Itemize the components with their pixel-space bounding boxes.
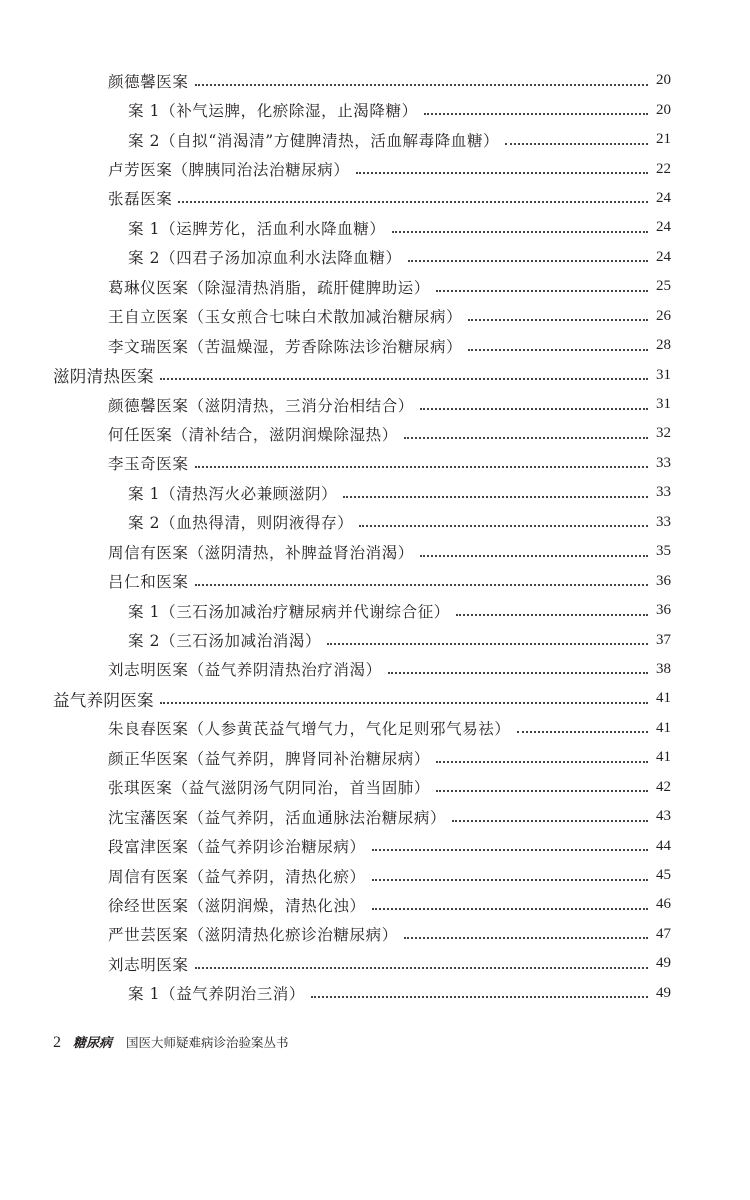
toc-entry[interactable]	[0, 949, 671, 978]
toc-entry[interactable]	[0, 390, 671, 419]
dot-leader	[404, 437, 648, 439]
toc-entry-title: 刘志明医案（益气养阴清热治疗消渴）	[108, 661, 382, 680]
dot-leader	[343, 496, 648, 498]
toc-page-number: 31	[656, 366, 671, 383]
toc-entry[interactable]	[0, 831, 671, 860]
toc-page-number: 28	[656, 337, 671, 354]
toc-entry[interactable]	[0, 154, 671, 183]
toc-entry-title: 段富津医案（益气养阴诊治糖尿病）	[108, 838, 366, 857]
toc-entry-title: 张磊医案	[108, 190, 173, 209]
toc-page-number: 41	[656, 719, 671, 736]
toc-subentry[interactable]	[0, 125, 671, 154]
toc-entry-title: 张琪医案（益气滋阴汤气阴同治，首当固肺）	[108, 779, 431, 798]
toc-entry-title: 吕仁和医案	[108, 573, 189, 592]
dot-leader	[456, 614, 648, 616]
toc-subentry[interactable]	[0, 478, 671, 507]
dot-leader	[436, 761, 648, 763]
toc-page-number: 43	[656, 808, 671, 825]
toc-page-number: 41	[656, 749, 671, 766]
toc-entry-title: 案 1（三石汤加减治疗糖尿病并代谢综合征）	[128, 602, 450, 621]
dot-leader	[388, 672, 648, 674]
toc-page-number: 46	[656, 896, 671, 913]
toc-page-number: 26	[656, 307, 671, 324]
toc-page-number: 32	[656, 425, 671, 442]
toc-page-number: 33	[656, 484, 671, 501]
toc-page-number: 49	[656, 955, 671, 972]
toc-page-number: 44	[656, 837, 671, 854]
dot-leader	[160, 378, 648, 380]
toc-entry-title: 徐经世医案（滋阴润燥，清热化浊）	[108, 896, 366, 915]
toc-entry-title: 案 2（四君子汤加凉血利水法降血糖）	[128, 249, 402, 268]
toc-entry[interactable]	[0, 890, 671, 919]
toc-entry[interactable]	[0, 302, 671, 331]
dot-leader	[452, 820, 648, 822]
toc-entry[interactable]	[0, 861, 671, 890]
toc-entry-title: 颜正华医案（益气养阴，脾肾同补治糖尿病）	[108, 749, 431, 768]
toc-entry[interactable]	[0, 714, 671, 743]
footer-book-title: 糖尿病	[73, 1036, 113, 1051]
toc-page-number: 24	[656, 219, 671, 236]
toc-entry-title: 周信有医案（滋阴清热，补脾益肾治消渴）	[108, 543, 414, 562]
dot-leader	[195, 584, 648, 586]
toc-entry-title: 李文瑞医案（苦温燥湿，芳香除陈法诊治糖尿病）	[108, 337, 463, 356]
toc-page-number: 42	[656, 778, 671, 795]
dot-leader	[359, 525, 648, 527]
toc-page-number: 45	[656, 867, 671, 884]
toc-page-number: 24	[656, 248, 671, 265]
toc-entry-title: 颜德馨医案	[108, 72, 189, 91]
dot-leader	[408, 260, 648, 262]
toc-page-number: 21	[656, 131, 671, 148]
toc-page-number: 35	[656, 543, 671, 560]
toc-entry[interactable]	[0, 537, 671, 566]
toc-entry-title: 案 2（自拟“消渴清”方健脾清热，活血解毒降血糖）	[128, 131, 500, 150]
dot-leader	[392, 231, 649, 233]
toc-page-number: 24	[656, 189, 671, 206]
dot-leader	[424, 113, 648, 115]
toc-subentry[interactable]	[0, 625, 671, 654]
dot-leader	[372, 849, 648, 851]
toc-entry-title: 朱良春医案（人参黄芪益气增气力，气化足则邪气易祛）	[108, 720, 511, 739]
toc-entry-title: 案 2（血热得清，则阴液得存）	[128, 514, 354, 533]
footer-series-title: 国医大师疑难病诊治验案丛书	[126, 1035, 289, 1050]
dot-leader	[436, 790, 648, 792]
footer-page-number: 2	[53, 1034, 61, 1051]
toc-page-number: 33	[656, 454, 671, 471]
dot-leader	[195, 466, 648, 468]
toc-entry[interactable]	[0, 773, 671, 802]
toc-page-number: 20	[656, 72, 671, 89]
toc-subentry[interactable]	[0, 95, 671, 124]
toc-entry[interactable]	[0, 272, 671, 301]
toc-entry-title: 何任医案（清补结合，滋阴润燥除湿热）	[108, 425, 398, 444]
toc-entry-title: 王自立医案（玉女煎合七味白术散加减治糖尿病）	[108, 308, 463, 327]
toc-entry[interactable]	[0, 566, 671, 595]
toc-entry-title: 沈宝藩医案（益气养阴，活血通脉法治糖尿病）	[108, 808, 447, 827]
toc-entry-title: 李玉奇医案	[108, 455, 189, 474]
dot-leader	[404, 937, 648, 939]
dot-leader	[356, 172, 648, 174]
toc-subentry[interactable]	[0, 596, 671, 625]
toc-page-number: 33	[656, 513, 671, 530]
page-footer	[53, 1032, 289, 1052]
dot-leader	[327, 643, 648, 645]
toc-entry-title: 周信有医案（益气养阴，清热化瘀）	[108, 867, 366, 886]
toc-entry-title: 卢芳医案（脾胰同治法治糖尿病）	[108, 161, 350, 180]
toc-entry-title: 案 1（运脾芳化，活血利水降血糖）	[128, 219, 386, 238]
toc-entry-title: 案 1（清热泻火必兼顾滋阴）	[128, 484, 338, 503]
toc-entry[interactable]	[0, 743, 671, 772]
toc-entry[interactable]	[0, 184, 671, 213]
toc-entry-title: 严世芸医案（滋阴清热化瘀诊治糖尿病）	[108, 926, 398, 945]
toc-entry[interactable]	[0, 66, 671, 95]
toc-page-number: 47	[656, 925, 671, 942]
toc-entry-title: 案 1（补气运脾，化瘀除湿，止渴降糖）	[128, 102, 418, 121]
toc-entry-title: 颜德馨医案（滋阴清热，三消分治相结合）	[108, 396, 414, 415]
toc-entry[interactable]	[0, 920, 671, 949]
toc-page-number: 38	[656, 660, 671, 677]
toc-entry-title: 滋阴清热医案	[53, 367, 154, 387]
toc-entry[interactable]	[0, 331, 671, 360]
dot-leader	[195, 967, 648, 969]
dot-leader	[311, 996, 648, 998]
dot-leader	[517, 731, 648, 733]
dot-leader	[178, 201, 648, 203]
toc-entry[interactable]	[0, 419, 671, 448]
toc-page-number: 25	[656, 278, 671, 295]
toc-entry-title: 葛琳仪医案（除湿清热消脂，疏肝健脾助运）	[108, 278, 431, 297]
toc-entry-title: 案 2（三石汤加减治消渴）	[128, 632, 322, 651]
toc-entry[interactable]	[0, 802, 671, 831]
toc-subentry[interactable]	[0, 243, 671, 272]
toc-page-number: 31	[656, 396, 671, 413]
dot-leader	[420, 555, 648, 557]
table-of-contents	[0, 66, 750, 1008]
dot-leader	[505, 143, 648, 145]
toc-section-heading[interactable]	[0, 684, 671, 713]
toc-subentry[interactable]	[0, 979, 671, 1008]
dot-leader	[372, 879, 648, 881]
dot-leader	[420, 408, 648, 410]
toc-page-number: 41	[656, 690, 671, 707]
toc-subentry[interactable]	[0, 213, 671, 242]
dot-leader	[372, 908, 648, 910]
dot-leader	[468, 319, 648, 321]
toc-entry-title: 刘志明医案	[108, 955, 189, 974]
toc-subentry[interactable]	[0, 508, 671, 537]
dot-leader	[195, 84, 648, 86]
toc-section-heading[interactable]	[0, 360, 671, 389]
toc-page-number: 22	[656, 160, 671, 177]
toc-entry[interactable]	[0, 449, 671, 478]
toc-page-number: 49	[656, 984, 671, 1001]
toc-entry[interactable]	[0, 655, 671, 684]
dot-leader	[468, 349, 648, 351]
dot-leader	[436, 290, 648, 292]
dot-leader	[160, 702, 648, 704]
toc-entry-title: 案 1（益气养阴治三消）	[128, 985, 305, 1004]
toc-page-number: 36	[656, 602, 671, 619]
toc-page-number: 36	[656, 572, 671, 589]
toc-entry-title: 益气养阴医案	[53, 690, 154, 710]
toc-page-number: 37	[656, 631, 671, 648]
toc-page-number: 20	[656, 101, 671, 118]
